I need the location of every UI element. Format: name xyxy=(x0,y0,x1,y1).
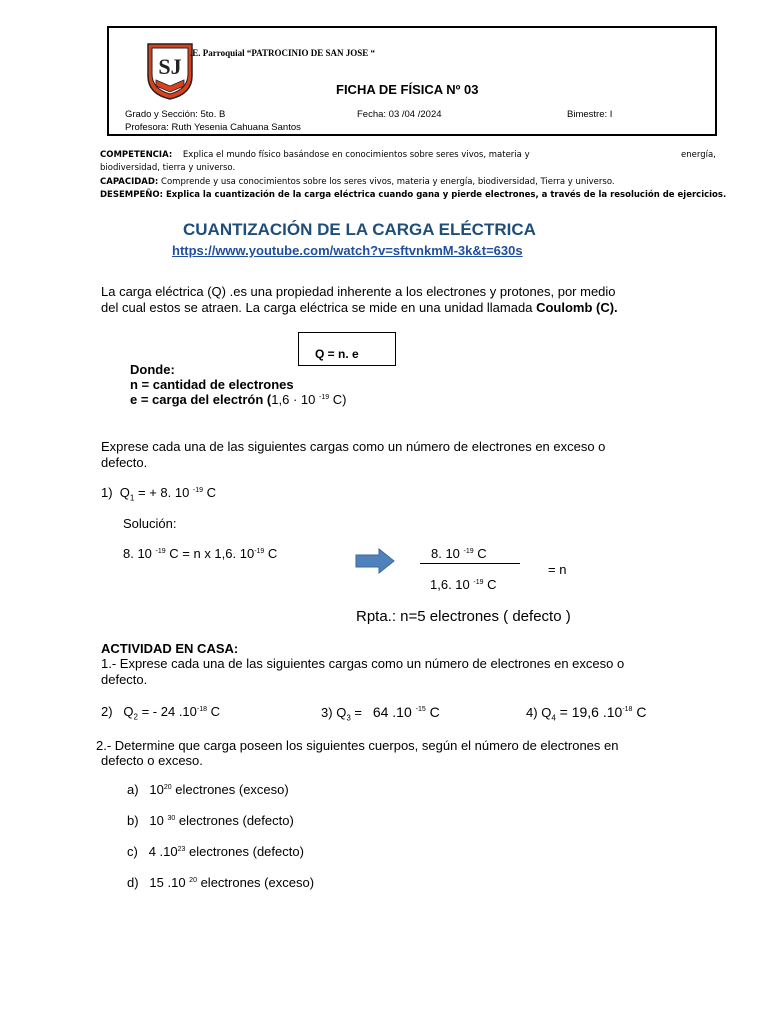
competencia-line1 xyxy=(100,150,530,160)
list-letter: b) xyxy=(127,813,139,828)
desempeno xyxy=(100,190,726,200)
q3-unit: C xyxy=(425,704,440,720)
intro-line1: La carga eléctrica (Q) .es una propiedad inherente a los electrones y protones, por medio xyxy=(101,284,616,299)
list-item xyxy=(127,875,314,891)
q4-exp: -18 xyxy=(622,706,633,713)
q3-num: 3) xyxy=(321,705,333,720)
frac-num: 8. 10 xyxy=(431,546,464,561)
activity-q2 xyxy=(101,704,220,726)
competencia-label: COMPETENCIA: xyxy=(100,150,173,160)
donde-label: Donde: xyxy=(130,362,175,377)
intro-text: del cual estos se atraen. La carga eléctrica se mide en una unidad llamada xyxy=(101,300,533,315)
competencia-text2: biodiversidad, tierra y universo. xyxy=(100,163,236,173)
exercise-intro-line2: defecto. xyxy=(101,455,148,470)
fraction-denominator xyxy=(430,577,497,593)
q2-sub: 2 xyxy=(133,712,138,722)
q4-rest: = 19,6 .10 xyxy=(555,704,623,720)
fraction-bar xyxy=(420,563,520,564)
activity-item1-line2: defecto. xyxy=(101,672,148,687)
example-num: 1) xyxy=(101,485,113,500)
logo-letters: SJ xyxy=(158,54,182,79)
competencia-text-end: energía, xyxy=(681,150,716,160)
frac-num-unit: C xyxy=(473,546,487,561)
q2-rest: = - 24 .10 xyxy=(137,704,197,719)
formula-box xyxy=(298,332,396,366)
list-exp: 20 xyxy=(163,784,172,791)
donde-e-unit: C) xyxy=(329,392,347,407)
q3-q: Q xyxy=(336,705,347,720)
sheet-title: FICHA DE FÍSICA Nº 03 xyxy=(336,82,479,97)
activity-item1-line1: 1.- Exprese cada una de las siguientes cargas como un número de electrones en exceso o xyxy=(101,656,625,671)
donde-e-exp: -19 xyxy=(318,394,330,401)
q2-exp: -18 xyxy=(196,706,208,713)
solution-equation xyxy=(123,546,277,562)
donde-e xyxy=(130,392,346,408)
list-rest: electrones (exceso) xyxy=(171,782,289,797)
exercise-intro-line1: Exprese cada una de las siguientes cargas como un número de electrones en exceso o xyxy=(101,439,606,454)
desempeno-text: Explica la cuantización de la carga eléctrica cuando gana y pierde electrones, a través de la resolución de ejercicios. xyxy=(166,190,727,200)
grade-section: Grado y Sección: 5to. B xyxy=(125,109,226,120)
donde-e-label: e = carga del electrón ( xyxy=(130,392,272,407)
school-logo xyxy=(146,42,194,100)
list-rest: electrones (defecto) xyxy=(175,813,294,828)
equals-n: = n xyxy=(548,562,567,577)
list-exp: 30 xyxy=(167,815,176,822)
competencia-text: Explica el mundo físico basándose en conocimientos sobre seres vivos, materia y xyxy=(182,150,530,160)
desempeno-label: DESEMPEÑO: xyxy=(100,190,164,200)
list-item xyxy=(127,844,304,860)
activity-item2-line1: 2.- Determine que carga poseen los siguientes cuerpos, según el número de electrones en xyxy=(96,738,619,753)
list-base: 10 xyxy=(149,782,164,797)
example-q-sub: 1 xyxy=(129,493,135,503)
date: Fecha: 03 /04 /2024 xyxy=(357,109,442,120)
teacher: Profesora: Ruth Yesenia Cahuana Santos xyxy=(125,122,301,133)
activity-q3 xyxy=(321,704,440,727)
example-q-exp: -19 xyxy=(192,487,204,494)
q4-unit: C xyxy=(632,704,647,720)
q4-sub: 4 xyxy=(551,713,556,723)
q2-q: Q xyxy=(123,704,134,719)
intro-line2 xyxy=(101,300,618,316)
q4-num: 4) xyxy=(526,705,538,720)
list-exp: 23 xyxy=(177,846,186,853)
intro-unit: Coulomb (C). xyxy=(536,300,618,315)
q3-exp: -15 xyxy=(415,706,426,713)
capacidad-text: Comprende y usa conocimientos sobre los seres vivos, materia y energía, biodiversidad, Tierra y universo. xyxy=(161,177,615,187)
list-rest: electrones (defecto) xyxy=(185,844,304,859)
capacidad-label: CAPACIDAD: xyxy=(100,177,159,187)
donde-n: n = cantidad de electrones xyxy=(130,377,294,392)
solution-label: Solución: xyxy=(123,516,177,531)
eq-mid-unit: C xyxy=(264,546,278,561)
main-title: CUANTIZACIÓN DE LA CARGA ELÉCTRICA xyxy=(183,220,536,239)
list-letter: d) xyxy=(127,875,139,890)
example-q-rest: = + 8. 10 xyxy=(134,485,193,500)
q3-val: 64 .10 xyxy=(372,704,416,720)
example-q-unit: C xyxy=(203,485,217,500)
list-base: 4 .10 xyxy=(148,844,178,859)
formula: Q = n. e xyxy=(315,347,359,361)
list-item xyxy=(127,813,294,829)
video-link[interactable]: https://www.youtube.com/watch?v=sftvnkmM-3k&t=630s xyxy=(172,243,523,258)
eq-mid-exp: -19 xyxy=(254,548,265,555)
fraction-numerator xyxy=(431,546,487,562)
list-letter: c) xyxy=(127,844,138,859)
list-rest: electrones (exceso) xyxy=(196,875,315,890)
list-exp: 20 xyxy=(189,877,197,884)
frac-num-exp: -19 xyxy=(463,548,474,555)
example-question xyxy=(101,485,216,507)
arrow-right-icon xyxy=(355,548,395,574)
q3-sub: 3 xyxy=(346,713,351,723)
frac-den-unit: C xyxy=(483,577,497,592)
list-base: 15 .10 xyxy=(149,875,190,890)
example-q: Q xyxy=(119,485,130,500)
donde-e-value: 1,6 · 10 xyxy=(271,392,316,407)
frac-den-exp: -19 xyxy=(473,579,484,586)
school-name: .E. Parroquial “PATROCINIO DE SAN JOSE “ xyxy=(190,48,376,58)
eq-mid: C = n x 1,6. 10 xyxy=(165,546,255,561)
activity-q4 xyxy=(526,704,646,727)
term: Bimestre: I xyxy=(567,109,613,120)
list-base: 10 xyxy=(149,813,168,828)
list-item xyxy=(127,782,289,798)
capacidad xyxy=(100,177,615,187)
q2-num: 2) xyxy=(101,704,113,719)
q2-unit: C xyxy=(207,704,221,719)
q3-rest: = xyxy=(350,705,362,720)
frac-den: 1,6. 10 xyxy=(430,577,474,592)
list-letter: a) xyxy=(127,782,139,797)
example-answer: Rpta.: n=5 electrones ( defecto ) xyxy=(356,608,571,625)
q4-q: Q xyxy=(541,705,552,720)
eq-left: 8. 10 xyxy=(123,546,156,561)
activity-title: ACTIVIDAD EN CASA: xyxy=(101,641,239,656)
activity-item2-line2: defecto o exceso. xyxy=(101,753,203,768)
eq-left-exp: -19 xyxy=(155,548,166,555)
